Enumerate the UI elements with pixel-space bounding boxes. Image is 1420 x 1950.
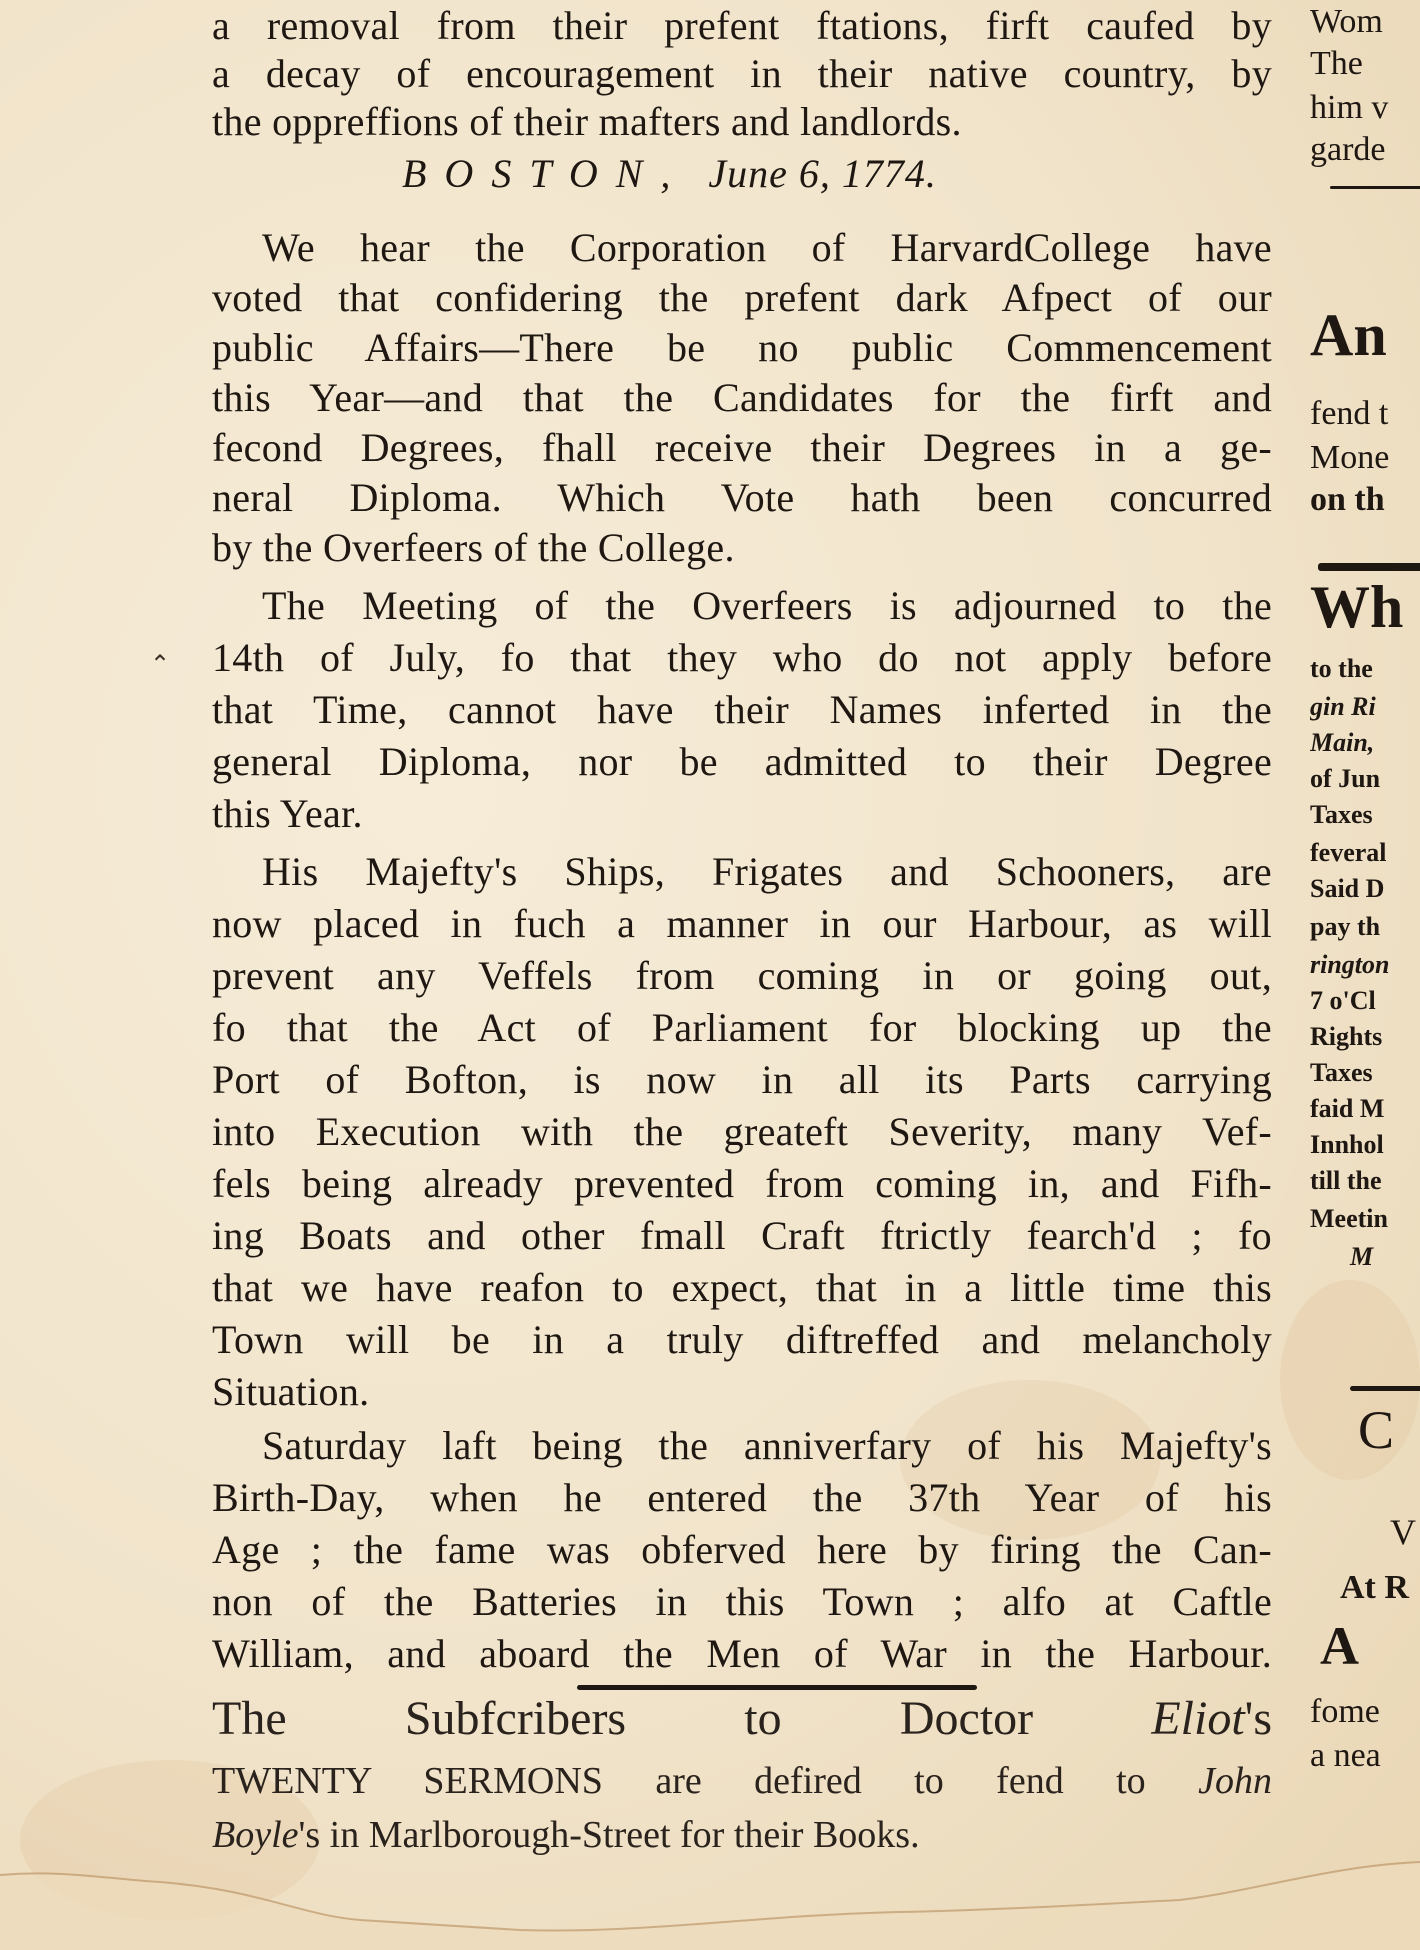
fragment-divider — [1350, 1386, 1420, 1391]
text-line: Town will be in a truly diftreffed and melancholy — [212, 1317, 1272, 1362]
dateline — [402, 150, 937, 197]
text-line: fecond Degrees, fhall receive their Degrees in a ge- — [212, 425, 1272, 470]
text-line: Port of Bofton, is now in all its Parts carrying — [212, 1057, 1272, 1102]
text-line: His Majefty's Ships, Frigates and Schooners, are — [262, 849, 1272, 894]
text-line: now placed in fuch a manner in our Harbour, as will — [212, 901, 1272, 946]
text-line: public Affairs—There be no public Commencement — [212, 325, 1272, 370]
fragment-line: pay th — [1310, 912, 1381, 941]
text-line: ing Boats and other fmall Craft ftrictly fearch'd ; fo — [212, 1213, 1272, 1258]
text-line: fels being already prevented from coming in, and Fifh- — [212, 1161, 1272, 1206]
text-line: William, and aboard the Men of War in the Harbour. — [212, 1631, 1272, 1676]
fragment-heading: C — [1358, 1400, 1395, 1460]
dateline-place: BOSTON, — [402, 151, 689, 196]
fragment-line: The — [1310, 45, 1363, 82]
fragment-line: Main, — [1310, 728, 1375, 757]
margin-mark: ⌃ — [150, 652, 171, 678]
notice-line — [212, 1690, 1272, 1748]
fragment-line: 7 o'Cl — [1310, 986, 1376, 1015]
fragment-line: Rights — [1310, 1022, 1383, 1051]
fragment-line: garde — [1310, 131, 1386, 168]
intro-line: a decay of encouragement in their native country, by — [212, 51, 1272, 96]
text-line: that we have reafon to expect, that in a little time this — [212, 1265, 1272, 1310]
notice-name: Eliot — [1151, 1692, 1245, 1745]
fragment-line: a nea — [1310, 1737, 1381, 1774]
text-line: The Meeting of the Overfeers is adjourned to the — [262, 583, 1272, 628]
intro-line: a removal from their prefent ftations, firft caufed by — [212, 3, 1272, 48]
torn-paper-edge — [0, 1860, 1420, 1950]
text-line: Age ; the fame was obferved here by firing the Can- — [212, 1527, 1272, 1572]
fragment-line: At R — [1340, 1569, 1409, 1606]
fragment-line: till the — [1310, 1166, 1382, 1195]
fragment-divider — [1330, 186, 1420, 189]
fragment-line: rington — [1310, 950, 1390, 979]
fragment-line: on th — [1310, 481, 1385, 518]
fragment-line: of Jun — [1310, 764, 1381, 793]
text-line: into Execution with the greateft Severity, many Vef- — [212, 1109, 1272, 1154]
text-line: by the Overfeers of the College. — [212, 525, 735, 570]
fragment-line: faid M — [1310, 1094, 1385, 1123]
text-line: 14th of July, fo that they who do not apply before — [212, 635, 1272, 680]
notice-line — [212, 1806, 1272, 1864]
text-line: Saturday laft being the anniverfary of his Majefty's — [262, 1423, 1272, 1468]
notice-text: The Subfcribers to Doctor — [212, 1692, 1152, 1745]
fragment-line: Wom — [1310, 3, 1383, 40]
fragment-heading: Wh — [1310, 574, 1404, 640]
text-line: general Diploma, nor be admitted to their Degree — [212, 739, 1272, 784]
fragment-line: him v — [1310, 89, 1389, 126]
notice-name: Boyle — [212, 1814, 299, 1856]
notice-text: 's — [1244, 1692, 1272, 1745]
text-line: voted that confidering the prefent dark Afpect of our — [212, 275, 1272, 320]
fragment-line: Meetin — [1310, 1204, 1388, 1233]
fragment-heading: A — [1320, 1616, 1359, 1676]
intro-line: the oppreffions of their mafters and landlords. — [212, 99, 962, 144]
fragment-divider — [1318, 563, 1420, 571]
notice-text: 's in Marlborough-Street for their Books. — [298, 1814, 920, 1856]
text-line: neral Diploma. Which Vote hath been concurred — [212, 475, 1272, 520]
text-line: Birth-Day, when he entered the 37th Year of his — [212, 1475, 1272, 1520]
text-line: this Year. — [212, 791, 363, 836]
dateline-date: June 6, 1774. — [708, 151, 937, 196]
right-column-fragment — [1310, 0, 1420, 1950]
text-line: that Time, cannot have their Names inferted in the — [212, 687, 1272, 732]
fragment-line: Taxes — [1310, 800, 1373, 829]
fragment-line: feveral — [1310, 838, 1387, 867]
fragment-line: M — [1350, 1242, 1374, 1271]
text-line: this Year—and that the Candidates for the firft and — [212, 375, 1272, 420]
text-line: Situation. — [212, 1369, 370, 1414]
fragment-line: fend t — [1310, 395, 1389, 432]
fragment-line: Said D — [1310, 874, 1385, 903]
notice-name: John — [1198, 1760, 1272, 1802]
notice-text: TWENTY SERMONS are defired to fend to — [212, 1760, 1199, 1802]
text-line: We hear the Corporation of HarvardCollege have — [262, 225, 1272, 270]
fragment-line: Innhol — [1310, 1130, 1384, 1159]
fragment-line: V — [1390, 1512, 1416, 1552]
fragment-line: to the — [1310, 654, 1373, 683]
fragment-line: Taxes — [1310, 1058, 1373, 1087]
fragment-line: gin Ri — [1310, 692, 1376, 721]
fragment-line: fome — [1310, 1693, 1380, 1730]
fragment-heading: An — [1310, 302, 1387, 368]
text-line: fo that the Act of Parliament for blocking up the — [212, 1005, 1272, 1050]
text-line: prevent any Veffels from coming in or going out, — [212, 953, 1272, 998]
text-line: non of the Batteries in this Town ; alfo at Caftle — [212, 1579, 1272, 1624]
notice-line — [212, 1752, 1272, 1810]
fragment-line: Mone — [1310, 439, 1390, 476]
